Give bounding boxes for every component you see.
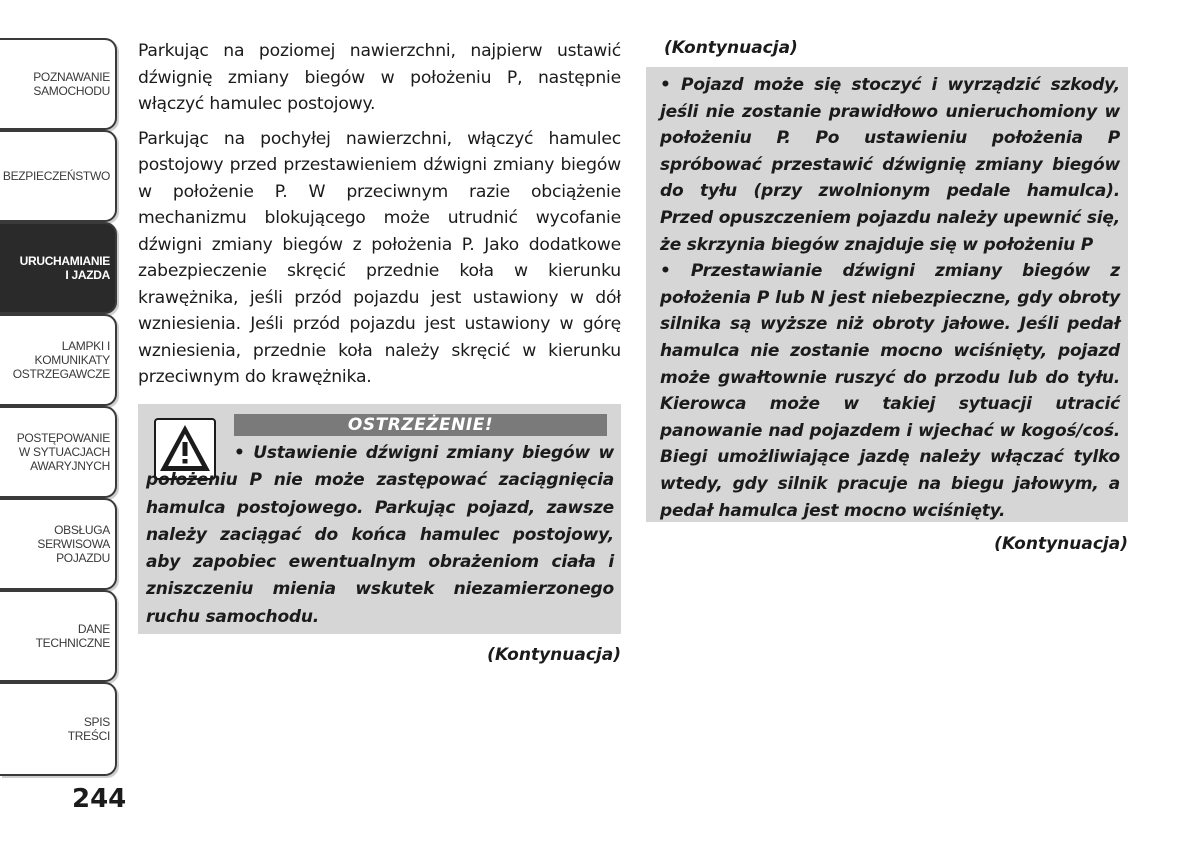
warning-title: OSTRZEŻENIE! bbox=[234, 414, 607, 436]
continuation-label: (Kontynuacja) bbox=[994, 534, 1128, 554]
warning-bullet: • Przestawianie dźwigni zmiany biegów z położenia P lub N jest niebezpieczne, gdy obroty silnika są wyższe niż obroty jałowe. Jeśli pedał hamulca nie zostanie mocno wciśnięty, pojazd może gwałtownie ruszyć do przodu lub do tyłu. Kierowca może w takiej sytuacji utracić panowanie nad pojazdem i wjechać w kogoś/coś. Biegi umożliwiające jazdę należy włączać tylko wtedy, gdy silnik pracuje na biegu jałowym, a pedał hamulca jest mocno wciśnięty. bbox=[660, 261, 1120, 521]
page-number: 244 bbox=[72, 784, 127, 814]
warning-text: • Ustawienie dźwigni zmiany biegów w położeniu P nie może zastępować zaciągnięcia hamulca postojowego. Parkując pojazd, zawsze należy zaciągać do końca hamulec postojowy, aby zapobiec ewentualnym obrażeniom ciała i zniszczeniu mienia wskutek niezamierzonego ruchu samochodu. bbox=[146, 443, 614, 627]
continuation-label: (Kontynuacja) bbox=[487, 645, 621, 665]
tab-label: DANE TECHNICZNE bbox=[35, 622, 110, 650]
paragraph: Parkując na poziomej nawierzchni, najpierw ustawić dźwignię zmiany biegów w położeniu P, następnie włączyć hamulec postojowy. bbox=[138, 41, 621, 114]
warning-bullet: • Pojazd może się stoczyć i wyrządzić szkody, jeśli nie zostanie prawidłowo unieruchomiony w położeniu P. Po ustawieniu położenia P spróbować przestawić dźwignię zmiany biegów do tyłu (przy zwolnionym pedale hamulca). Przed opuszczeniem pojazdu należy upewnić się, że skrzynia biegów znajduje się w położeniu P bbox=[660, 75, 1120, 255]
tab-label: LAMPKI I KOMUNIKATY OSTRZEGAWCZE bbox=[12, 339, 110, 381]
tab-uruchamianie-i-jazda[interactable] bbox=[0, 222, 117, 314]
tab-label: SPIS TREŚCI bbox=[67, 715, 110, 743]
tab-poznawanie-samochodu[interactable] bbox=[0, 38, 117, 130]
tab-label: OBSŁUGA SERWISOWA POJAZDU bbox=[37, 523, 110, 565]
tab-postepowanie-w-sytuacjach-awaryjnych[interactable] bbox=[0, 406, 117, 498]
tab-label: POZNAWANIE SAMOCHODU bbox=[33, 70, 110, 98]
tab-lampki-i-komunikaty[interactable] bbox=[0, 314, 117, 406]
tab-bezpieczenstwo[interactable] bbox=[0, 130, 117, 222]
tab-label: URUCHAMIANIE I JAZDA bbox=[19, 254, 110, 282]
tab-spis-tresci[interactable] bbox=[0, 682, 117, 776]
tab-label: BEZPIECZEŃSTWO bbox=[2, 169, 110, 183]
warning-continuation-box bbox=[646, 67, 1128, 522]
left-column bbox=[138, 38, 621, 399]
continuation-label: (Kontynuacja) bbox=[664, 38, 798, 58]
warning-box bbox=[138, 404, 621, 634]
tab-label: POSTĘPOWANIE W SYTUACJACH AWARYJNYCH bbox=[16, 431, 110, 473]
tab-obsluga-serwisowa[interactable] bbox=[0, 498, 117, 590]
tab-dane-techniczne[interactable] bbox=[0, 590, 117, 682]
paragraph: Parkując na pochyłej nawierzchni, włączyć hamulec postojowy przed przestawieniem dźwigni zmiany biegów w położenie P. W przeciwnym razie obciążenie mechanizmu blokującego może utrudnić wycofanie dźwigni zmiany biegów z położenia P. Jako dodatkowe zabezpieczenie skręcić przednie koła w kierunku krawężnika, jeśli przód pojazdu jest ustawiony w dół wzniesienia. Jeśli przód pojazdu jest ustawiony w górę wzniesienia, przednie koła należy skręcić w kierunku przeciwnym do krawężnika. bbox=[138, 128, 621, 387]
